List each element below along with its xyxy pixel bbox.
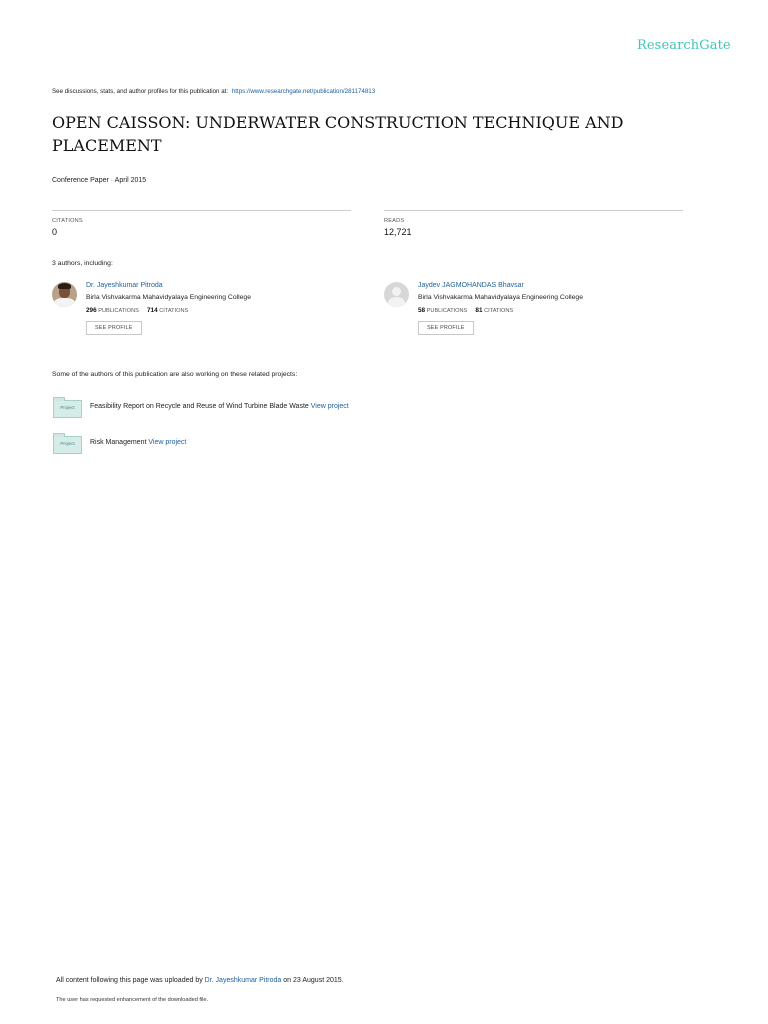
related-projects-heading: Some of the authors of this publication are also working on these related projects: xyxy=(52,371,298,378)
publications-count: 296 xyxy=(86,307,97,314)
citations-stat xyxy=(52,210,351,237)
author-stats xyxy=(418,307,583,314)
citations-count: 714 xyxy=(146,307,158,314)
authors-heading: 3 authors, including: xyxy=(52,260,113,267)
publications-count: 58 xyxy=(418,307,426,314)
project-badge: Project xyxy=(60,441,75,446)
view-project-link[interactable]: View project xyxy=(148,439,187,446)
project-folder-icon[interactable] xyxy=(52,433,83,454)
project-title: Risk Management xyxy=(90,439,147,446)
publications-label: PUBLICATIONS xyxy=(98,308,139,314)
uploader-link[interactable]: Dr. Jayeshkumar Pitroda xyxy=(204,977,282,984)
citations-value: 0 xyxy=(52,227,58,237)
author-name-link[interactable]: Dr. Jayeshkumar Pitroda xyxy=(86,282,163,289)
author-institution: Birla Vishvakarma Mahavidyalaya Engineering College xyxy=(86,294,251,301)
author-photo[interactable] xyxy=(52,282,77,307)
author-card xyxy=(384,282,684,344)
citations-count-label: CITATIONS xyxy=(484,308,514,314)
reads-stat xyxy=(384,210,683,237)
researchgate-logo[interactable]: ResearchGate xyxy=(637,38,731,53)
upload-prefix: All content following this page was uploaded by xyxy=(56,977,203,984)
see-profile-button[interactable]: SEE PROFILE xyxy=(86,321,142,335)
author-institution: Birla Vishvakarma Mahavidyalaya Engineering College xyxy=(418,294,583,301)
publication-meta: Conference Paper · April 2015 xyxy=(52,177,147,184)
upload-suffix: on 23 August 2015. xyxy=(283,977,344,984)
view-project-link[interactable]: View project xyxy=(310,403,349,410)
see-profile-button[interactable]: SEE PROFILE xyxy=(418,321,474,335)
discussion-text: See discussions, stats, and author profiles for this publication at: xyxy=(52,88,229,95)
project-title: Feasibility Report on Recycle and Reuse of Wind Turbine Blade Waste xyxy=(90,403,309,410)
author-card xyxy=(52,282,352,344)
citations-count-label: CITATIONS xyxy=(159,308,189,314)
publications-label: PUBLICATIONS xyxy=(426,308,468,314)
citations-label: CITATIONS xyxy=(52,218,83,224)
reads-value: 12,721 xyxy=(384,227,412,237)
upload-notice xyxy=(56,977,344,984)
reads-label: READS xyxy=(384,218,405,224)
publication-url-link[interactable]: https://www.researchgate.net/publication/281174813 xyxy=(231,88,376,95)
author-stats xyxy=(86,307,251,314)
citations-count: 81 xyxy=(475,307,483,314)
author-name-link[interactable]: Jaydev JAGMOHANDAS Bhavsar xyxy=(418,282,524,289)
discussion-line xyxy=(52,88,375,95)
enhancement-note: The user has requested enhancement of the downloaded file. xyxy=(56,997,209,1003)
project-badge: Project xyxy=(60,405,75,410)
default-user-icon[interactable] xyxy=(384,282,409,307)
publication-title: OPEN CAISSON: UNDERWATER CONSTRUCTION TECHNIQUE AND PLACEMENT xyxy=(52,113,624,155)
project-folder-icon[interactable] xyxy=(52,397,83,418)
